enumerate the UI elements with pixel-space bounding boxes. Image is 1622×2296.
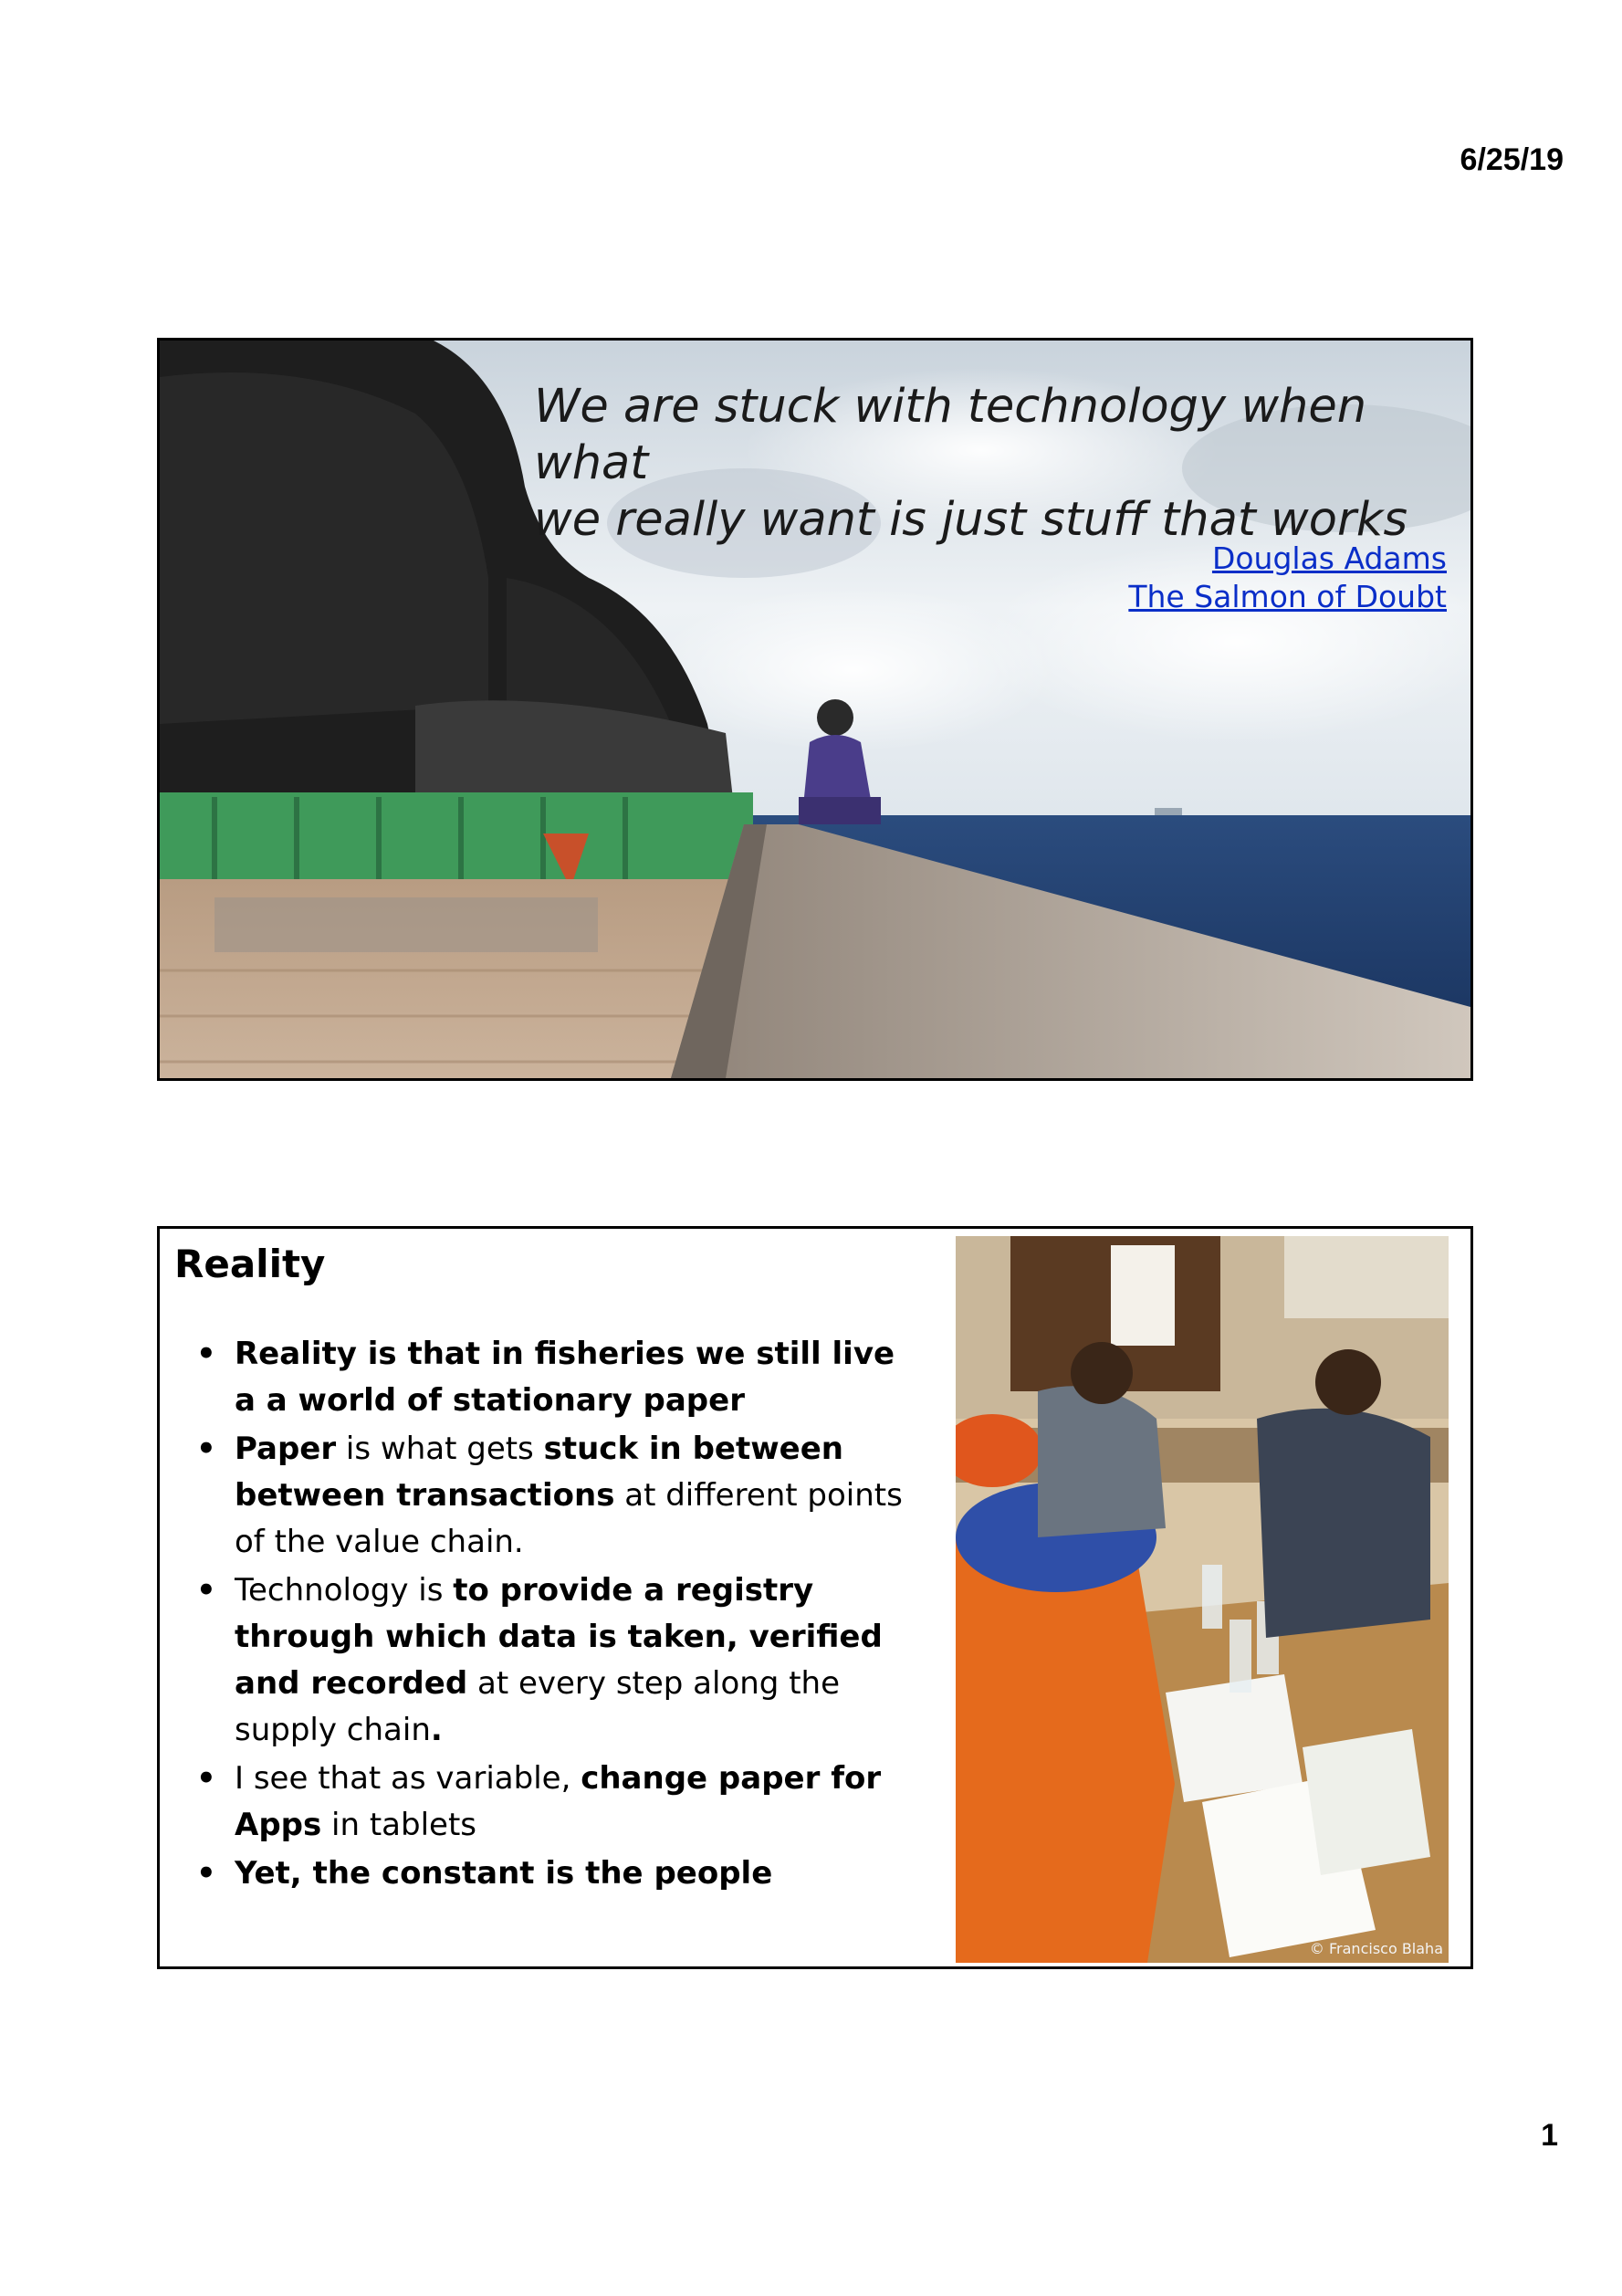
slide-title: Reality (174, 1242, 326, 1286)
quote-line-1: We are stuck with technology when what (534, 380, 1367, 490)
bullet-text-bold: Reality is that in fisheries we still live a a world of stationary paper (235, 1336, 895, 1419)
bullet-text: at every step along the supply chain (235, 1665, 840, 1748)
bullet-item (196, 1567, 917, 1754)
slide-quote (157, 338, 1473, 1081)
meeting-table-photo-icon (956, 1236, 1449, 1963)
author-link[interactable]: Douglas Adams (1211, 540, 1447, 576)
bullet-text-bold: Paper (235, 1431, 337, 1467)
bullet-list (196, 1331, 917, 1899)
bullet-item (196, 1426, 917, 1566)
bullet-text-bold: Yet, the constant is the people (235, 1855, 773, 1892)
bullet-text: in tablets (321, 1807, 477, 1843)
bullet-text: is what gets (336, 1431, 544, 1467)
slide-reality (157, 1226, 1473, 1969)
book-link[interactable]: The Salmon of Doubt (1128, 579, 1447, 614)
quote-credit (1128, 540, 1447, 616)
meeting-photo (956, 1236, 1449, 1963)
bullet-text-bold: to provide a registry through which data is taken, verified and recorded (235, 1572, 883, 1702)
bullet-text-bold: change paper for Apps (235, 1760, 882, 1843)
bullet-text-bold: . (430, 1712, 443, 1748)
bullet-text-bold: stuck in between between transactions (235, 1431, 843, 1514)
bullet-text: at different points of the value chain. (235, 1477, 903, 1560)
bullet-item (196, 1756, 917, 1849)
bullet-text: I see that as variable, (235, 1760, 581, 1797)
photo-credit: © Francisco Blaha (1309, 1940, 1443, 1957)
header-date: 6/25/19 (1460, 142, 1564, 177)
bullet-item (196, 1850, 917, 1897)
quote-text (534, 379, 1456, 549)
bullet-item (196, 1331, 917, 1424)
quote-line-2: we really want is just stuff that works (534, 493, 1408, 547)
bullet-text: Technology is (235, 1572, 454, 1609)
page-number: 1 (1541, 2118, 1558, 2153)
